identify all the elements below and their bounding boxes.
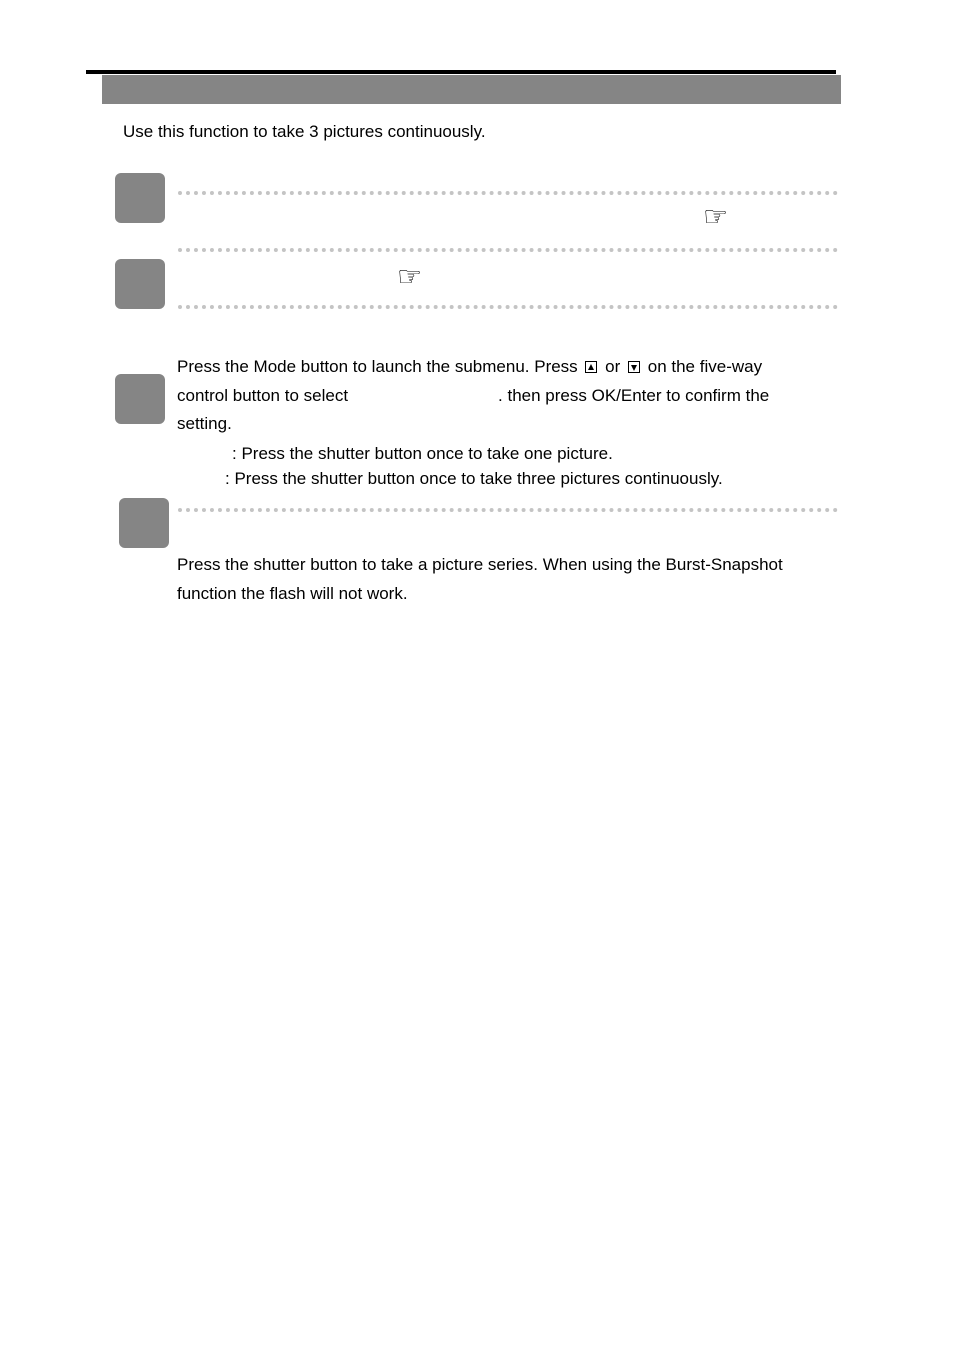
step-3-badge xyxy=(115,374,165,424)
step-2-badge xyxy=(115,259,165,309)
dotted-divider xyxy=(178,248,838,252)
step-4-instructions xyxy=(177,551,837,608)
pointing-hand-icon: ☞ xyxy=(703,201,729,232)
down-arrow-key-icon xyxy=(628,361,640,373)
step-4-line-1: Press the shutter button to take a picture series. When using the Burst-Snapshot xyxy=(177,555,783,574)
option-single-description: : Press the shutter button once to take one picture. xyxy=(232,444,613,463)
dotted-divider xyxy=(178,305,838,309)
up-arrow-key-icon xyxy=(585,361,597,373)
dotted-divider xyxy=(178,191,838,195)
option-burst-description: : Press the shutter button once to take three pictures continuously. xyxy=(225,469,723,488)
step-4-line-2: function the flash will not work. xyxy=(177,583,408,603)
step-1-badge xyxy=(115,173,165,223)
intro-text: Use this function to take 3 pictures continuously. xyxy=(123,122,486,141)
dotted-divider xyxy=(178,508,838,512)
step-3-line-3: setting. xyxy=(177,414,232,433)
section-header-bar xyxy=(102,75,841,104)
step-3-instructions xyxy=(177,353,837,439)
top-rule xyxy=(86,70,836,74)
pointing-hand-icon: ☞ xyxy=(397,261,423,292)
step-4-badge xyxy=(119,498,169,548)
step-3-line-1: Press the Mode button to launch the submenu. Press or on the five-way xyxy=(177,357,763,376)
step-3-line-2: control button to select . then press OK/Enter to confirm the xyxy=(177,385,770,405)
